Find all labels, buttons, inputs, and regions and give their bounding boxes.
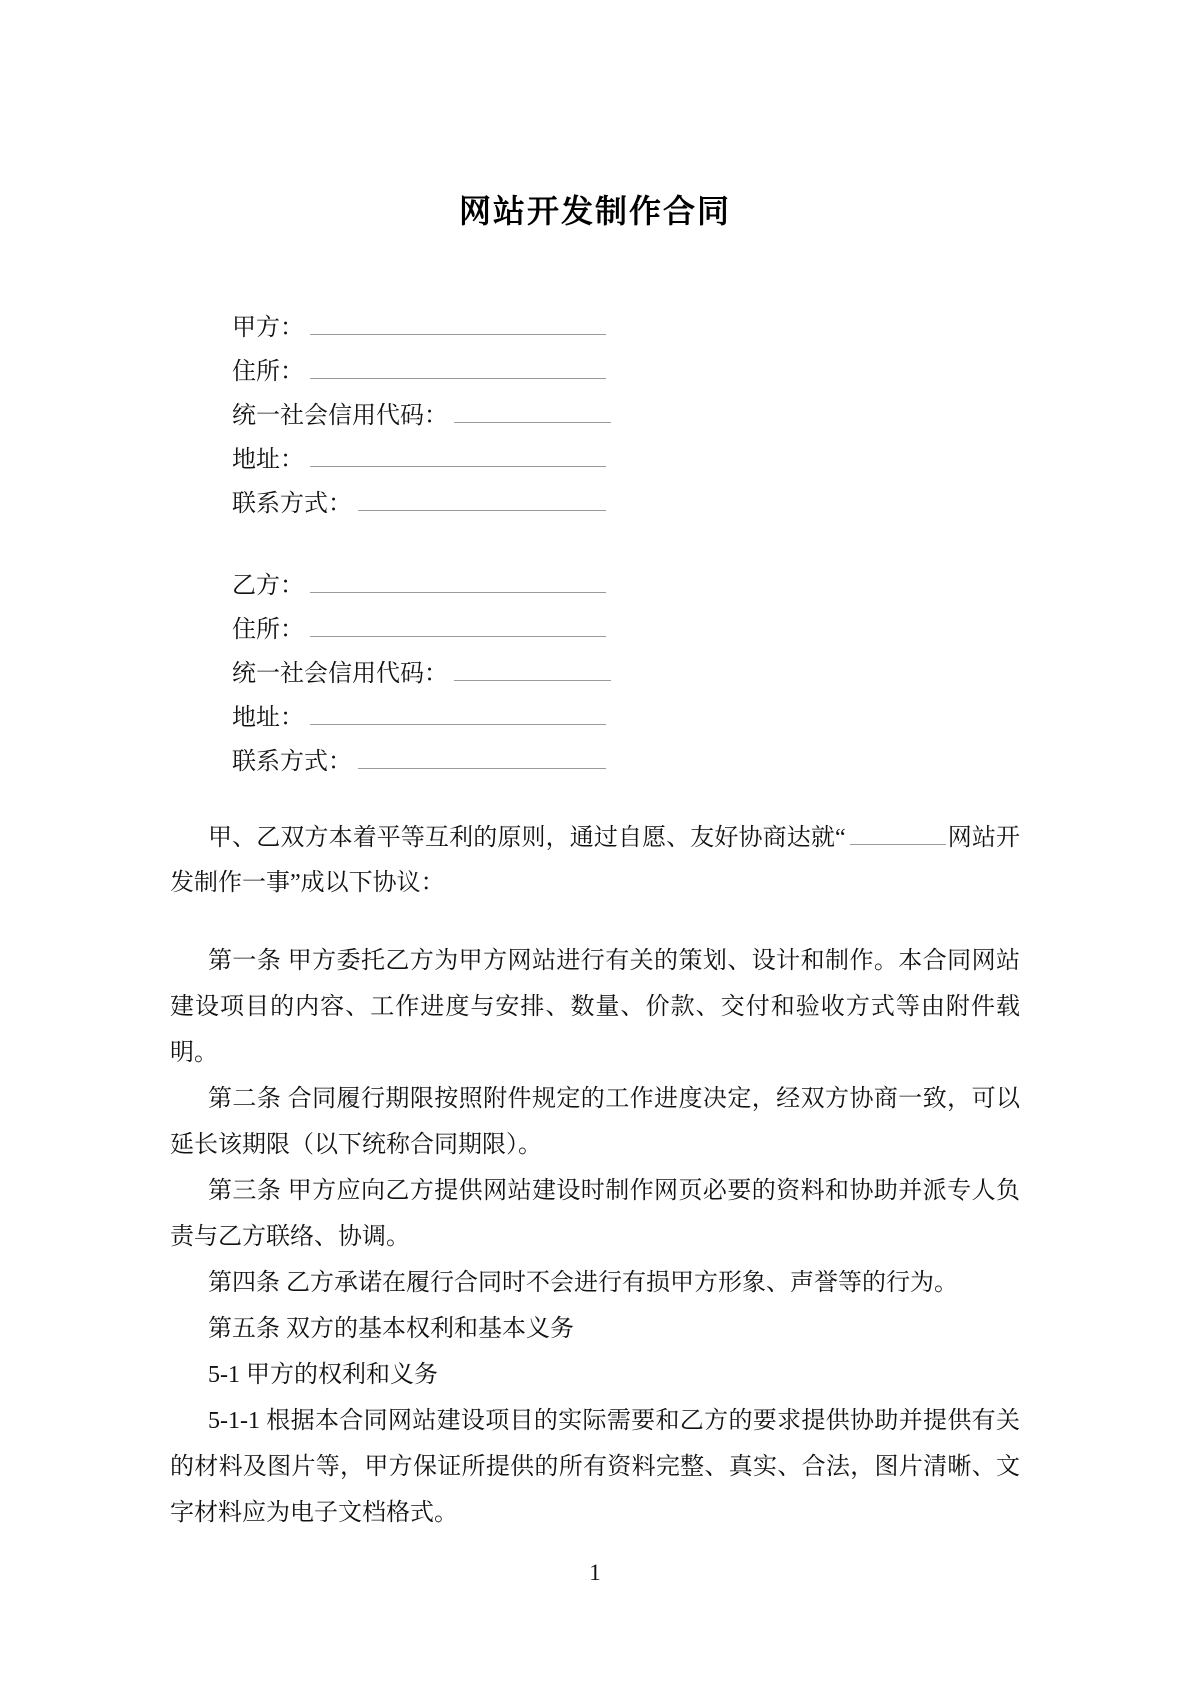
blank-line: [310, 566, 606, 593]
field-label: 地址：: [232, 705, 304, 731]
field-label: 住所：: [232, 617, 304, 643]
blank-line: [310, 610, 606, 637]
field-row-party-a-contact: [232, 482, 1020, 526]
clause-4: 第四条 乙方承诺在履行合同时不会进行有损甲方形象、声誉等的行为。: [208, 1270, 958, 1296]
field-label: 乙方：: [232, 573, 304, 599]
field-label: 统一社会信用代码：: [232, 661, 448, 687]
field-row-party-b-contact: [232, 740, 1020, 784]
field-row-party-a-credit-code: [232, 394, 1020, 438]
clause-5-1-1: 5-1-1 根据本合同网站建设项目的实际需要和乙方的要求提供协助并提供有关的材料及图片等，甲方保证所提供的所有资料完整、真实、合法，图片清晰、文字材料应为电子文档格式。: [170, 1408, 1020, 1526]
field-row-party-a-name: [232, 306, 1020, 350]
field-row-party-b-credit-code: [232, 652, 1020, 696]
field-label: 联系方式：: [232, 749, 352, 775]
blank-line: [310, 698, 606, 725]
blank-line: [310, 308, 606, 335]
field-label: 甲方：: [232, 315, 304, 341]
field-label: 统一社会信用代码：: [232, 403, 448, 429]
clause-3: 第三条 甲方应向乙方提供网站建设时制作网页必要的资料和协助并派专人负责与乙方联络、协调。: [170, 1178, 1020, 1250]
field-label: 联系方式：: [232, 491, 352, 517]
clause-5: 第五条 双方的基本权利和基本义务: [208, 1316, 574, 1342]
blank-line: [454, 654, 611, 681]
blank-line: [358, 484, 606, 511]
inline-blank-line: [850, 818, 946, 845]
clause-2: 第二条 合同履行期限按照附件规定的工作进度决定，经双方协商一致，可以延长该期限（以下统称合同期限）。: [170, 1086, 1020, 1158]
party-a-fields: [232, 306, 1020, 526]
blank-line: [454, 396, 611, 423]
blank-line: [310, 440, 606, 467]
intro-text-after: 网站开发制作一事”成以下协议：: [170, 825, 1021, 896]
clause-1: 第一条 甲方委托乙方为甲方网站进行有关的策划、设计和制作。本合同网站建设项目的内容、工作进度与安排、数量、价款、交付和验收方式等由附件载明。: [170, 948, 1020, 1066]
intro-text-before: 甲、乙双方本着平等互利的原则，通过自愿、友好协商达就“: [208, 825, 846, 851]
blank-line: [358, 742, 606, 769]
field-row-party-b-name: [232, 564, 1020, 608]
field-label: 地址：: [232, 447, 304, 473]
party-b-fields: [232, 564, 1020, 784]
field-label: 住所：: [232, 359, 304, 385]
page-number: 1: [589, 1560, 601, 1585]
blank-line: [310, 352, 606, 379]
field-row-party-b-address: [232, 696, 1020, 740]
clause-5-1: 5-1 甲方的权利和义务: [208, 1362, 438, 1388]
field-row-party-b-residence: [232, 608, 1020, 652]
field-row-party-a-residence: [232, 350, 1020, 394]
clauses-section: [170, 938, 1020, 1536]
intro-paragraph: [170, 816, 1020, 906]
document-title: 网站开发制作合同: [458, 193, 731, 229]
field-row-party-a-address: [232, 438, 1020, 482]
